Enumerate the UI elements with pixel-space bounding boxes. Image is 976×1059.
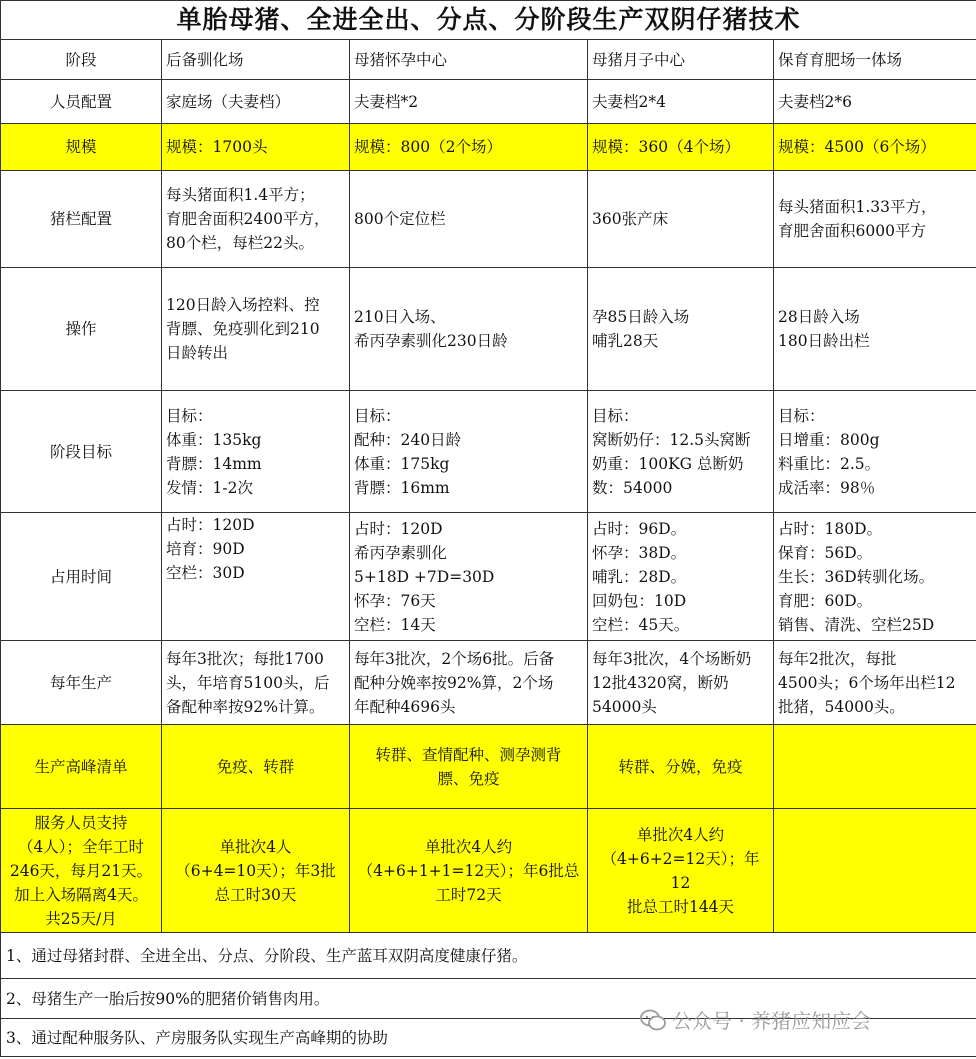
table-cell: 夫妻档2*4 [588, 80, 774, 124]
table-cell: 规模：800（2个场） [350, 124, 588, 171]
table-cell: 孕85日龄入场 哺乳28天 [588, 268, 774, 391]
note-item: 3、通过配种服务队、产房服务队实现生产高峰期的协助 [1, 1019, 976, 1057]
table-cell: 夫妻档2*6 [774, 80, 976, 124]
table-cell: 占时：120D 培育：90D 空栏：30D [162, 513, 350, 641]
row-staffing [1, 80, 976, 124]
page-title: 单胎母猪、全进全出、分点、分阶段生产双阴仔猪技术 [1, 1, 976, 40]
table-cell: 每年2批次，每批 4500头；6个场年出栏12 批猪，54000头。 [774, 641, 976, 725]
row-label: 人员配置 [1, 80, 162, 124]
table-cell: 每年3批次；每批1700 头，年培育5100头，后 备配种率按92%计算。 [162, 641, 350, 725]
row-peak-list [1, 725, 976, 809]
column-header: 阶段 [1, 40, 162, 80]
table-cell: 转群、查情配种、测孕测背 膘、免疫 [350, 725, 588, 809]
table-cell [774, 725, 976, 809]
row-label: 服务人员支持 （4人）；全年工时 246天，每月21天。 加上入场隔离4天。 共25天/月 [1, 809, 162, 933]
column-header: 母猪怀孕中心 [350, 40, 588, 80]
row-annual-production [1, 641, 976, 725]
table-cell: 规模：360（4个场） [588, 124, 774, 171]
row-label: 生产高峰清单 [1, 725, 162, 809]
column-header: 保育育肥场一体场 [774, 40, 976, 80]
row-pens [1, 171, 976, 268]
row-label: 规模 [1, 124, 162, 171]
table-cell: 每头猪面积1.4平方； 育肥舍面积2400平方， 80个栏，每栏22头。 [162, 171, 350, 268]
table-cell: 规模：1700头 [162, 124, 350, 171]
row-occupancy [1, 513, 976, 641]
table-cell: 目标： 窝断奶仔：12.5头窝断 奶重：100KG 总断奶 数：54000 [588, 391, 774, 513]
note-item: 1、通过母猪封群、全进全出、分点、分阶段、生产蓝耳双阴高度健康仔猪。 [1, 933, 976, 979]
row-label: 阶段目标 [1, 391, 162, 513]
table-cell: 360张产床 [588, 171, 774, 268]
wechat-icon [640, 1009, 666, 1031]
table-cell: 免疫、转群 [162, 725, 350, 809]
table-cell: 占时：120D 希丙孕素驯化 5+18D +7D=30D 怀孕：76天 空栏：14天 [350, 513, 588, 641]
row-label: 占用时间 [1, 513, 162, 641]
table-cell: 目标： 体重：135kg 背膘：14mm 发情：1-2次 [162, 391, 350, 513]
table-cell: 家庭场（夫妻档） [162, 80, 350, 124]
column-header: 母猪月子中心 [588, 40, 774, 80]
row-label: 操作 [1, 268, 162, 391]
table-cell: 单批次4人约 （4+6+1+1=12天）；年6批总 工时72天 [350, 809, 588, 933]
row-goals [1, 391, 976, 513]
row-operation [1, 268, 976, 391]
table-cell: 120日龄入场控料、控 背膘、免疫驯化到210 日龄转出 [162, 268, 350, 391]
table-cell: 28日龄入场 180日龄出栏 [774, 268, 976, 391]
table-cell: 单批次4人 （6+4=10天）；年3批 总工时30天 [162, 809, 350, 933]
table-cell: 每年3批次，2个场6批。后备 配种分娩率按92%算，2个场 年配种4696头 [350, 641, 588, 725]
note-item: 2、母猪生产一胎后按90%的肥猪价销售肉用。 [1, 979, 976, 1019]
table-cell: 每头猪面积1.33平方， 育肥舍面积6000平方 [774, 171, 976, 268]
watermark [640, 1005, 871, 1034]
table-cell: 单批次4人约 （4+6+2=12天）；年12 批总工时144天 [588, 809, 774, 933]
table-cell: 目标： 日增重：800g 料重比：2.5。 成活率：98％ [774, 391, 976, 513]
watermark-text: 公众号 · 养猪应知应会 [672, 1009, 872, 1033]
column-header: 后备驯化场 [162, 40, 350, 80]
table-cell: 目标： 配种：240日龄 体重：175kg 背膘：16mm [350, 391, 588, 513]
table-cell: 夫妻档*2 [350, 80, 588, 124]
row-label: 每年生产 [1, 641, 162, 725]
table-cell: 占时：180D。 保育：56D。 生长：36D转驯化场。 育肥：60D。 销售、清洗、空栏25D [774, 513, 976, 641]
table-cell: 800个定位栏 [350, 171, 588, 268]
table-cell: 占时：96D。 怀孕：38D。 哺乳：28D。 回奶包：10D 空栏：45天。 [588, 513, 774, 641]
row-service-staff [1, 809, 976, 933]
table-cell: 每年3批次，4个场断奶 12批4320窝，断奶 54000头 [588, 641, 774, 725]
table-cell: 规模：4500（6个场） [774, 124, 976, 171]
table-cell [774, 809, 976, 933]
table-cell: 210日入场、 希丙孕素驯化230日龄 [350, 268, 588, 391]
row-scale [1, 124, 976, 171]
table-cell: 转群、分娩，免疫 [588, 725, 774, 809]
row-label: 猪栏配置 [1, 171, 162, 268]
